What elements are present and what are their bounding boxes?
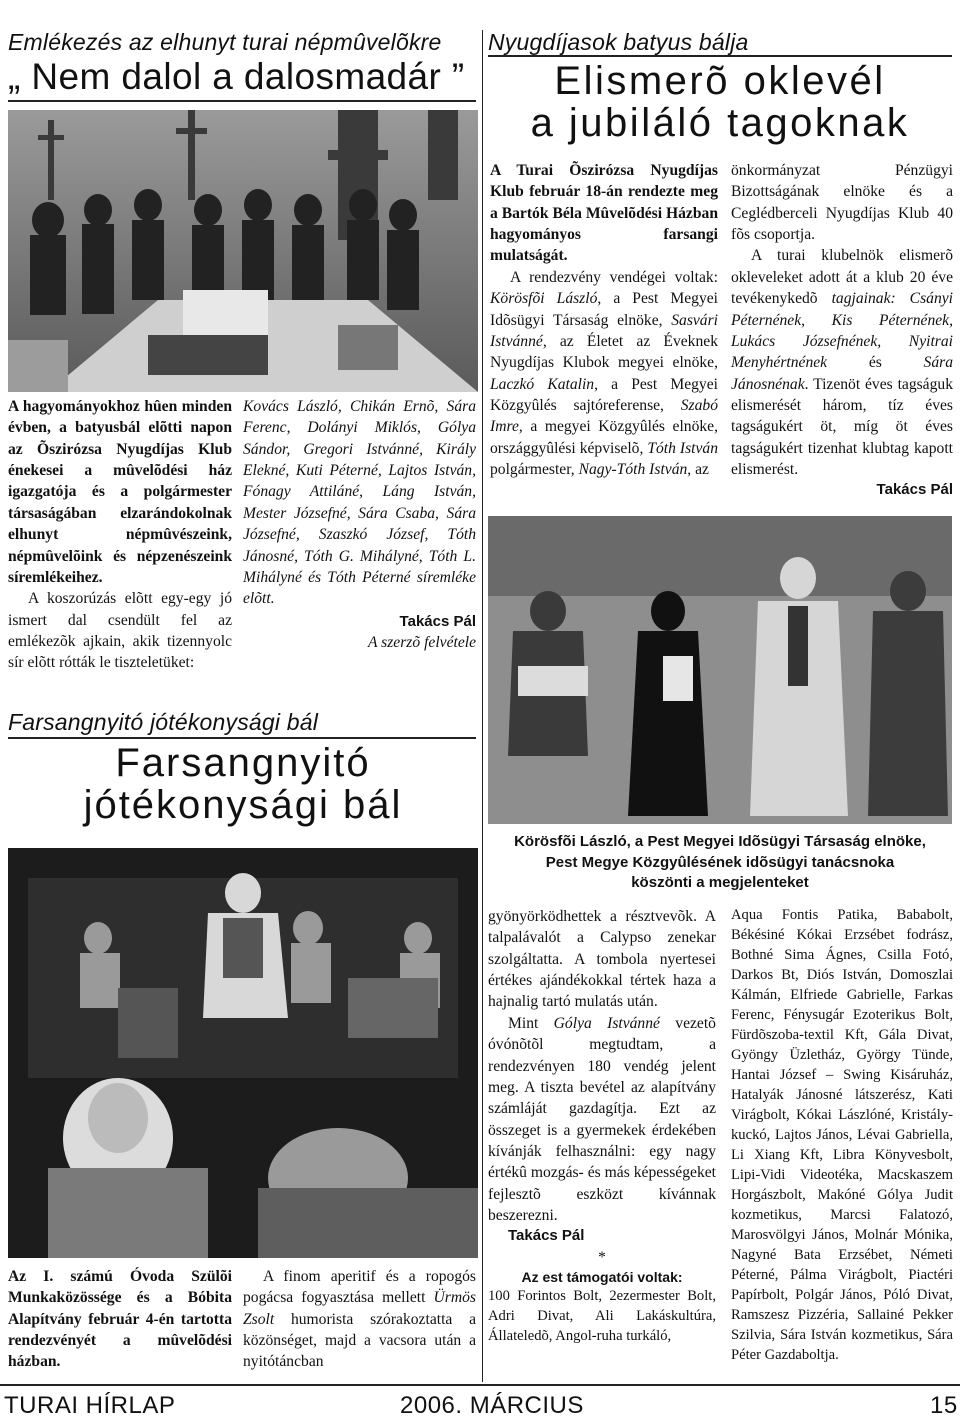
pensioner-p1-d: , a Pest Megyei Közgyûlés sajtóreferense, — [490, 375, 718, 414]
ball-cont-b2: vezetõ óvónõtõl megtudtam, a rendezvényen 180 vendég jelent meg. A tiszta bevétel az alapítvány számláját gazdagítja. Ezt az összeget is a gyermekek érdekében kívánják felhasználni: egy nagy értékû mozgás- és más képességeket fejlesztõ eszközt kívánnak beszerezni. — [488, 1014, 716, 1225]
member-names: tagjainak: Csányi Péternének, Kis Péternének, Lukács Józsefnének, Nyitrai Menyhértnének — [731, 290, 953, 372]
page-center-divider — [482, 30, 483, 1382]
left-kicker: Emlékezés az elhunyt turai népmûvelõkre — [8, 29, 442, 55]
guest-name-3: Laczkó Katalin — [490, 375, 595, 393]
ball-cont-b1: Mint — [508, 1014, 554, 1032]
award-photo-caption — [488, 832, 952, 894]
ball-photo — [8, 848, 478, 1258]
sponsors-column — [731, 906, 953, 1366]
pensioner-p1-g: , az — [687, 461, 709, 479]
right-headline-line2: a jubiláló tagoknak — [530, 101, 910, 145]
pensioner-author: Takács Pál — [876, 481, 953, 499]
pensioner-p3-c: és — [827, 354, 924, 372]
guest-name-5: Tóth István — [647, 439, 718, 457]
guest-name-4: Szabó Imre — [490, 396, 718, 436]
right-kicker-rule — [488, 55, 952, 57]
caption-line-1: Körösfõi László, a Pest Megyei Idõsügyi Társaság elnöke, — [514, 833, 926, 850]
left-headline: „ Nem dalol a dalosmadár ” — [8, 56, 465, 97]
separator-star: * — [598, 1248, 606, 1266]
cemetery-article-lead — [8, 396, 232, 674]
pensioner-p2: önkormányzat Pénzügyi Bizottságának elnöke és a Ceglédberceli Nyugdíjas Klub 40 fõs csoportja. — [731, 162, 953, 244]
ball-article-continued — [488, 906, 716, 1347]
cemetery-article-names — [243, 396, 476, 654]
pensioner-article-col2 — [731, 160, 953, 501]
award-photo — [488, 516, 952, 824]
footer-rule — [0, 1384, 960, 1386]
footer-issue-date: 2006. MÁRCIUS — [400, 1392, 584, 1419]
ball-kicker-rule — [8, 737, 476, 739]
ball-lead-bold: Az I. számú Óvoda Szülõi Munkaközössége és a Bóbita Alapítvány február 4-én tartotta rendezvényét a mûvelõdési házban. — [8, 1268, 232, 1371]
pensioner-p3-a: A turai klubelnök elismerõ okleveleket adott át a klub 20 éve tevékenykedõ — [731, 247, 953, 308]
pensioner-p1-c: , az Életet az Éveknek Nyugdíjas Klubok megyei elnöke, — [490, 332, 718, 372]
cemetery-lead-bold: A hagyományokhoz hûen minden évben, a batyusbál elõtti napon az Õszirózsa Nyugdíjas Klub énekesei a mûvelõdési ház igazgatója és a polgármester társaságában elzarándokolnak elhunyt népmûvészeink, népmûvelõink és népzenészeink síremlékeihez. — [8, 398, 232, 586]
right-headline — [488, 60, 952, 144]
pensioner-p1-f: polgármester, — [490, 461, 579, 479]
ball-text-b: humorista szórakoztatta a közönséget, majd a vacsora után a nyitótáncban — [243, 1310, 476, 1371]
ball-cont-a: gyönyörködhettek a résztvevõk. A talpalávalót a Calypso zenekar szolgáltatta. A tombola nyertesei értékes ajándékokkal tértek haza a hajnalig tartó mulatás után. — [488, 908, 716, 1011]
cemetery-photo-credit: A szerzõ felvétele — [368, 634, 476, 652]
cemetery-names-list: Kovács László, Chikán Ernõ, Sára Ferenc, Dolányi Miklós, Gólya Sándor, Gregori Istvánné, Király Elekné, Kuti Péterné, Lajtos István, Fónagy Attiláné, Láng István, Mester Józsefné, Sára Csaba, Sára Józsefné, Szaszkó József, Tóth Jánosné, Tóth G. Mihályné, Tóth L. Mihályné és Tóth Péterné síremléke elõtt. — [243, 398, 476, 608]
pensioner-article-col1 — [490, 160, 718, 480]
ball-kicker: Farsangnyitó jótékonysági bál — [8, 709, 319, 735]
ball-headline — [8, 742, 478, 826]
ball-text-a: A finom aperitif és a ropogós pogácsa fogyasztása mellett — [243, 1268, 476, 1307]
cemetery-photo — [8, 110, 478, 392]
left-headline-rule — [8, 100, 476, 102]
pensioner-p1-b: , a Pest Megyei Idõsügyi Társaság elnöke, — [490, 290, 718, 329]
caption-line-2: Pest Megye Közgyûlésének idõsügyi tanácsnoka — [545, 853, 895, 871]
guest-name-1: Körösfõi László — [490, 290, 598, 308]
sponsors-list-a: 100 Forintos Bolt, 2ezermester Bolt, Adri Divat, Ali Lakáskultúra, Állateledõ, Angol-ruha turkáló, — [488, 1288, 716, 1345]
cemetery-author: Takács Pál — [399, 612, 476, 630]
cemetery-lead-text: A koszorúzás elõtt egy-egy jó ismert dal csendült fel az emlékezõk ajkain, akik tizennyolc sír elõtt rótták le tiszteletüket: — [8, 590, 232, 672]
ball-article-lead — [8, 1266, 232, 1373]
kindergarten-head-name: Gólya Istvánné — [553, 1014, 660, 1032]
pensioner-p1-e: , a megyei Közgyûlés elnöke, országgyûlési képviselõ, — [490, 418, 718, 457]
ball-headline-line1: Farsangnyitó — [115, 741, 371, 785]
pensioner-p1-a: A rendezvény vendégei voltak: — [510, 268, 718, 286]
footer-paper-name: TURAI HÍRLAP — [4, 1392, 176, 1419]
ball-headline-line2: jótékonysági bál — [83, 783, 403, 827]
pensioner-lead-bold: A Turai Õszirózsa Nyugdíjas Klub február 18-án rendezte meg a Bartók Béla Mûvelõdési Házban hagyományos farsangi mulatságát. — [490, 162, 718, 265]
guest-name-2: Sasvári Istvánné — [490, 311, 718, 350]
right-kicker: Nyugdíjasok batyus bálja — [488, 29, 749, 55]
member-name-last: Sára Jánosnénak — [731, 354, 953, 393]
ball-article-body — [243, 1266, 476, 1373]
ball-author: Takács Pál — [508, 1227, 585, 1245]
pensioner-p3-e: . Tizenöt éves tagságuk elismerését három, tíz éves tagságukért öt, míg öt éves tagságukért tizenhat klubtag kapott elismerést. — [731, 375, 953, 479]
right-headline-line1: Elismerõ oklevél — [554, 59, 886, 103]
sponsors-list-b: Aqua Fontis Patika, Bababolt, Békésiné Kókai Erzsébet fodrász, Bothné Sima Ágnes, Csilla Fotó, Darkos Bt, Diós István, Domoszlai Kálmán, Elfriede Gabrielle, Farkas Ferenc, Fénysugár Ezoterikus Bolt, Fürdõszoba-textil Kft, Gála Divat, Gyöngy Üzletház, György Tünde, Hantai József – Swing Kisáruház, Hatalyák Jánosné látszerész, Kati Virágbolt, Kókai Lászlóné, Kristály-kuckó, Lajtos János, Lévai Gabriella, Li Xiang Kft, Libra Könyvesbolt, Lipi-Vidi Videotéka, Macskaszem Horgászbolt, Makóné Gólya Judit kozmetikus, Marcsi Falatozó, Marosvölgyi János, Molnár Mónika, Nagyné Bata Erzsébet, Németi Péterné, Pálma Virágbolt, Piactéri Papírbolt, Polgár János, Póló Divat, Ramszesz Pizzéria, Sallainé Pekker Szilvia, Sára István kozmetikus, Sára Péter Gazdaboltja. — [731, 907, 953, 1363]
sponsors-title: Az est támogatói voltak: — [521, 1269, 683, 1286]
caption-line-3: köszönti a megjelenteket — [631, 874, 809, 892]
guest-name-6: Nagy-Tóth István — [578, 461, 688, 479]
footer-page-number: 15 — [930, 1392, 958, 1419]
ball-comedian-name: Ürmös Zsolt — [243, 1289, 476, 1328]
